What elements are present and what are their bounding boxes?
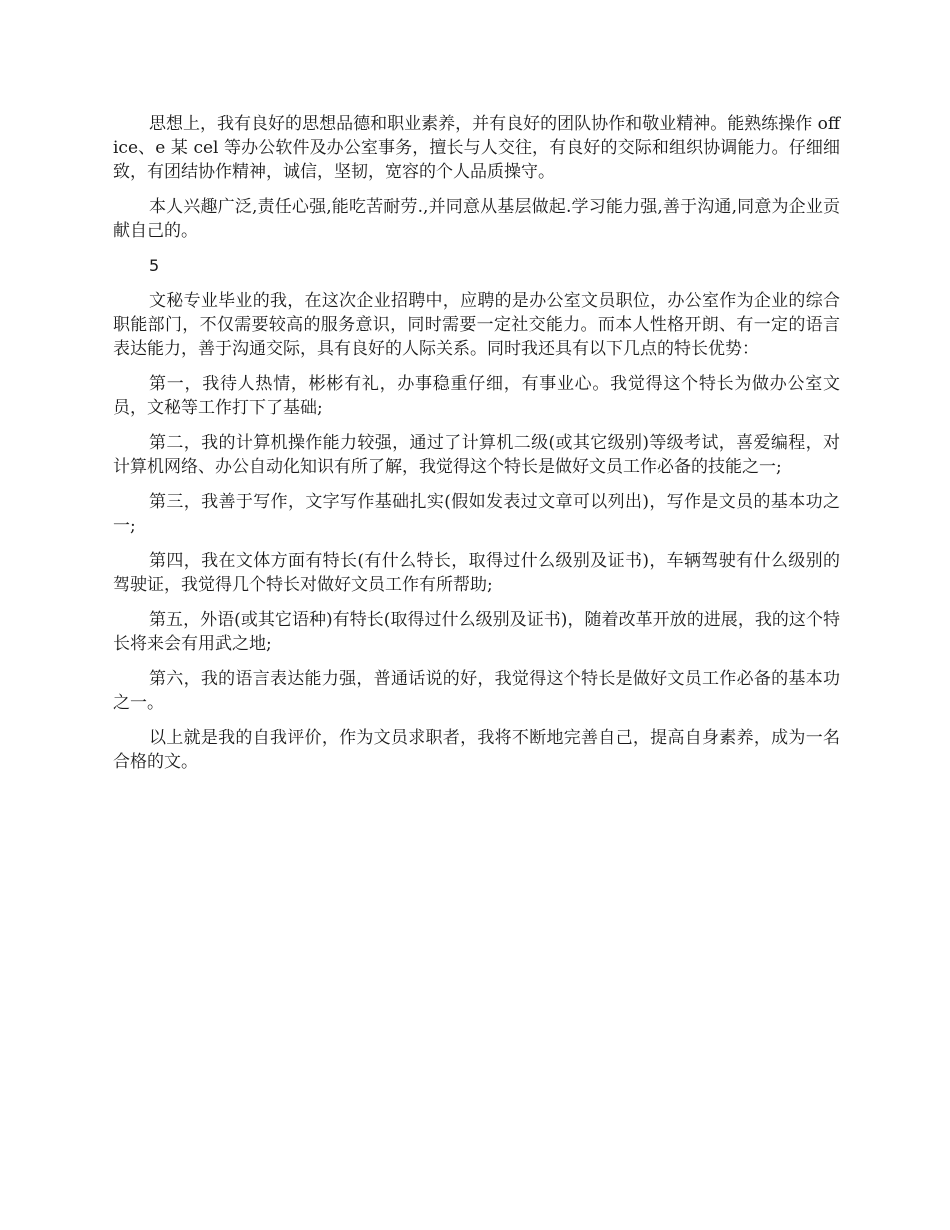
paragraph-strength-4: 第四，我在文体方面有特长(有什么特长，取得过什么级别及证书)，车辆驾驶有什么级别的驾驶证，我觉得几个特长对做好文员工作有所帮助;	[113, 551, 840, 595]
paragraph-ideology: 思想上，我有良好的思想品德和职业素养，并有良好的团队协作和敬业精神。能熟练操作 office、e 某 cel 等办公软件及办公室事务，擅长与人交往，有良好的交际和组织协调能力。仔细细致，有团结协作精神，诚信，坚韧，宽容的个人品质操守。	[113, 114, 840, 182]
paragraph-interests: 本人兴趣广泛,责任心强,能吃苦耐劳.,并同意从基层做起.学习能力强,善于沟通,同意为企业贡献自己的。	[113, 197, 840, 241]
paragraph-strength-3: 第三，我善于写作，文字写作基础扎实(假如发表过文章可以列出)，写作是文员的基本功之一;	[113, 492, 840, 536]
paragraph-strength-5: 第五，外语(或其它语种)有特长(取得过什么级别及证书)，随着改革开放的进展，我的这个特长将来会有用武之地;	[113, 610, 840, 654]
paragraph-conclusion: 以上就是我的自我评价，作为文员求职者，我将不断地完善自己，提高自身素养，成为一名合格的文。	[113, 728, 840, 772]
paragraph-strength-6: 第六，我的语言表达能力强，普通话说的好，我觉得这个特长是做好文员工作必备的基本功之一。	[113, 669, 840, 713]
paragraph-strength-2: 第二，我的计算机操作能力较强，通过了计算机二级(或其它级别)等级考试，喜爱编程，对计算机网络、办公自动化知识有所了解，我觉得这个特长是做好文员工作必备的技能之一;	[113, 433, 840, 477]
document-page	[113, 112, 840, 785]
paragraph-intro: 文秘专业毕业的我，在这次企业招聘中，应聘的是办公室文员职位，办公室作为企业的综合职能部门，不仅需要较高的服务意识，同时需要一定社交能力。而本人性格开朗、有一定的语言表达能力，善于沟通交际，具有良好的人际关系。同时我还具有以下几点的特长优势：	[113, 291, 840, 359]
paragraph-strength-1: 第一，我待人热情，彬彬有礼，办事稳重仔细，有事业心。我觉得这个特长为做办公室文员，文秘等工作打下了基础;	[113, 374, 840, 418]
section-number: 5	[149, 256, 160, 275]
